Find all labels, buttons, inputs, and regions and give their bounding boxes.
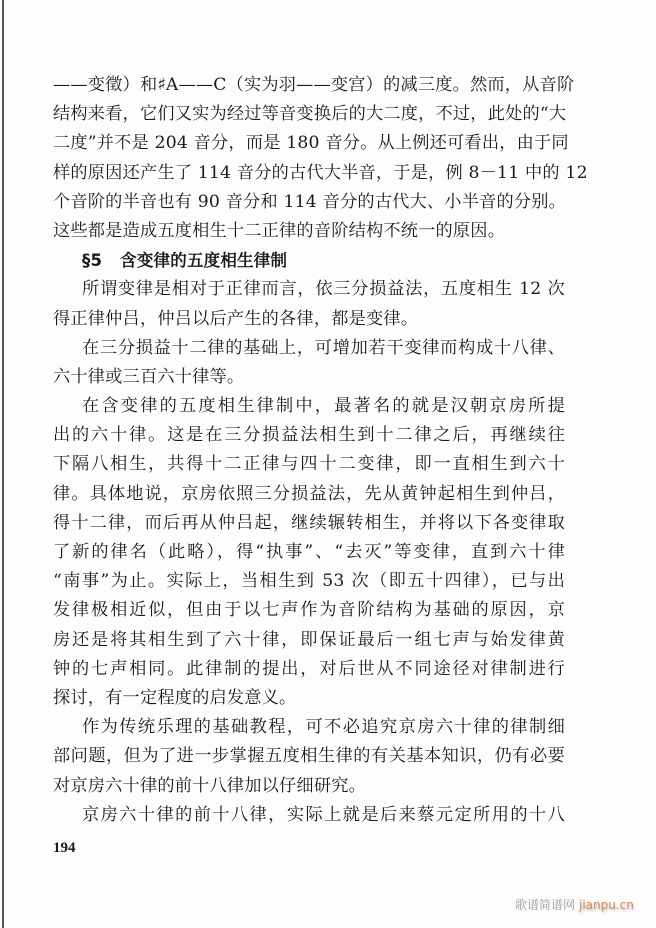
text-line: 房还是将其相生到了六十律，即保证最后一组七声与始发律黄 <box>53 629 565 650</box>
text-line: 个音阶的半音也有 90 音分和 114 音分的古代大、小半音的分别。 <box>53 191 567 212</box>
paragraph <box>53 392 565 713</box>
text-line: 律。具体地说，京房依照三分损益法，先从黄钟起相生到仲吕， <box>53 483 565 504</box>
text-line: 部问题，但为了进一步掌握五度相生律的有关基本知识，仍有必要 <box>53 746 565 767</box>
section-heading <box>53 246 565 275</box>
watermark-url: jianpu.cn <box>579 898 634 912</box>
paragraph <box>53 801 565 830</box>
text-line: 样的原因还产生了 114 音分的古代大半音，于是，例 8－11 中的 12 <box>53 162 588 183</box>
section-title: 含变律的五度相生律制 <box>120 251 288 271</box>
document-body <box>53 71 588 830</box>
text-line: 六十律或三百六十律等。 <box>53 366 245 387</box>
watermark <box>515 896 634 913</box>
paragraph <box>53 713 565 801</box>
paragraph-continuation <box>53 71 588 246</box>
text-line: 京房六十律的前十八律，实际上就是后来蔡元定所用的十八 <box>82 804 565 825</box>
watermark-site-name: 歌谱简谱网 <box>515 898 576 912</box>
text-line: 钟的七声相同。此律制的提出，对后世从不同途径对律制进行 <box>53 658 565 679</box>
text-line: 所谓变律是相对于正律而言，依三分损益法，五度相生 12 次 <box>82 279 565 300</box>
text-line: 在含变律的五度相生律制中，最著名的就是汉朝京房所提 <box>82 396 565 417</box>
text-line: ——变徵）和♯A——C（实为羽——变宫）的减三度。然而，从音阶 <box>53 75 575 95</box>
text-line: 得十二律，而后再从仲吕起，继续辗转相生，并将以下各变律取 <box>53 512 565 533</box>
text-line: 出的六十律。这是在三分损益法相生到十二律之后，再继续往 <box>53 425 565 446</box>
section-number: §5 <box>82 251 103 271</box>
paragraph <box>53 275 565 333</box>
page-number: 194 <box>53 840 76 856</box>
text-line: 探讨，有一定程度的启发意义。 <box>53 687 297 708</box>
text-line: 二度”并不是 204 音分，而是 180 音分。从上例还可看出，由于同 <box>53 133 569 154</box>
text-line: 下隔八相生，共得十二正律与四十二变律，即一直相生到六十 <box>53 454 565 475</box>
text-line: 结构来看，它们又实为经过等音变换后的大二度，不过，此处的“大 <box>53 104 567 125</box>
text-line: “南事”为止。实际上，当相生到 53 次（即五十四律），已与出 <box>53 571 565 592</box>
text-line: 这些都是造成五度相生十二正律的音阶结构不统一的原因。 <box>53 220 506 241</box>
text-line: 作为传统乐理的基础教程，可不必追究京房六十律的律制细 <box>82 717 565 738</box>
text-line: 发律极相近似，但由于以七声作为音阶结构为基础的原因，京 <box>53 600 565 621</box>
text-line: 对京房六十律的前十八律加以仔细研究。 <box>53 775 366 796</box>
scan-page-edge <box>2 0 4 928</box>
paragraph <box>53 334 565 392</box>
text-line: 在三分损益十二律的基础上，可增加若干变律而构成十八律、 <box>82 337 565 358</box>
text-line: 得正律仲吕，仲吕以后产生的各律，都是变律。 <box>53 308 419 329</box>
text-line: 了新的律名（此略），得“执事”、“去灭”等变律，直到六十律 <box>53 542 565 562</box>
